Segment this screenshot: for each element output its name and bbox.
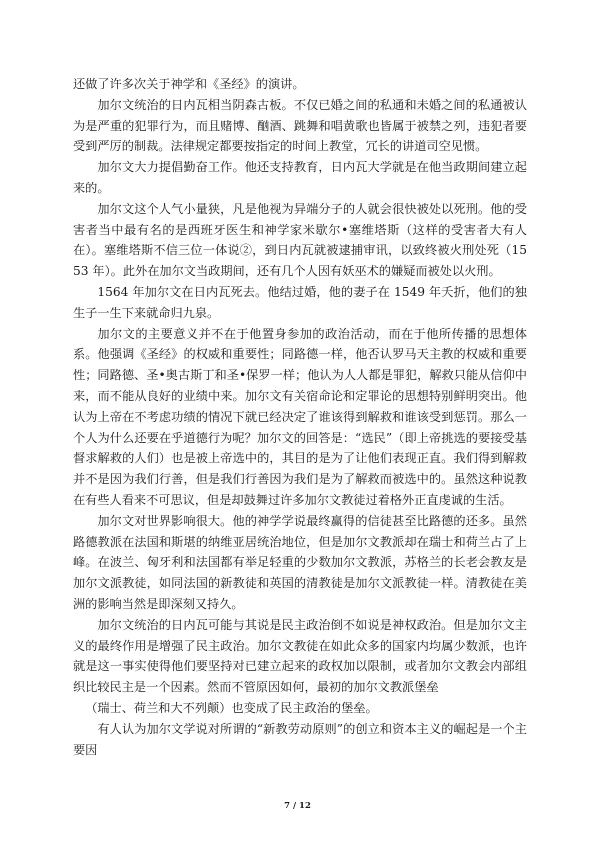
paragraph-3: 加尔文大力提倡勤奋工作。他还支持教育，日内瓦大学就是在他当政期间建立起来的。 — [73, 160, 527, 195]
paragraph-1: 还做了许多次关于神学和《圣经》的演讲。 — [73, 77, 305, 91]
body-text — [73, 74, 527, 760]
paragraph-4: 加尔文这个人气小量狭，凡是他视为异端分子的人就会很快被处以死刑。他的受害者当中最有名的是西班牙医生和神学家米歇尔•塞维塔斯（这样的受害者大有人在）。塞维塔斯不信三位一体说②，到日内瓦就被逮捕审讯，以致终被火刑处死（1553 年）。此外在加尔文当政期间，还有几个人因有妖巫术的嫌疑而被处以火刑。 — [73, 201, 527, 279]
paragraph-10: 有人认为加尔文学说对所谓的“新教劳动原则”的创立和资本主义的崛起是一个主要因 — [73, 721, 527, 757]
paragraph-6: 加尔文的主要意义并不在于他置身参加的政治活动，而在于他所传播的思想体系。他强调《圣经》的权威和重要性；同路德一样，他否认罗马天主教的权威和重要性；同路德、圣•奥古斯丁和圣•保罗一样；他认为人人都是罪犯，解救只能从信仰中来，而不能从良好的业绩中来。加尔文有关宿命论和定罪论的思想特别鲜明突出。他认为上帝在不考虑功绩的情况下就已经决定了谁该得到解救和谁该受到惩罚。那么一个人为什么还要在乎道德行为呢？加尔文的回答是：“选民”（即上帝挑选的要接受基督求解救的人们）也是被上帝选中的，其目的是为了让他们表现正直。我们得到解救并不是因为我们行善，但是我们行善因为我们是为了解救而被选中的。虽然这种说教在有些人看来不可思议，但是却鼓舞过许多加尔文教徒过着格外正直虔诚的生活。 — [73, 326, 527, 507]
page-number: 7 / 12 — [284, 801, 311, 811]
paragraph-2: 加尔文统治的日内瓦相当阴森古板。不仅已婚之间的私通和未婚之间的私通被认为是严重的犯罪行为，而且赌博、酗酒、跳舞和唱黄歌也皆属于被禁之列，违犯者要受到严厉的制裁。法律规定都要按指定的时间上教堂，冗长的讲道司空见惯。 — [73, 97, 527, 154]
paragraph-5: 1564 年加尔文在日内瓦死去。他结过婚，他的妻子在 1549 年夭折，他们的独生子一生下来就命归九泉。 — [73, 284, 527, 320]
paragraph-9: （瑞士、荷兰和大不列颠）也变成了民主政治的堡垒。 — [85, 700, 378, 715]
paragraph-7: 加尔文对世界影响很大。他的神学学说最终赢得的信徒甚至比路德的还多。虽然路德教派在法国和斯堪的纳维亚居统治地位，但是加尔文教派却在瑞士和荷兰占了上峰。在波兰、匈牙利和法国都有举足轻重的少数加尔文教派，苏格兰的长老会教友是加尔文派教徒，如同法国的新教徒和英国的清教徒是加尔文派教徒一样。清教徒在美洲的影响当然是即深刻又持久。 — [73, 513, 527, 611]
paragraph-8: 加尔文统治的日内瓦可能与其说是民主政治倒不如说是神权政治。但是加尔文主义的最终作用是增强了民主政治。加尔文教徒在如此众多的国家内均属少数派，也许就是这一事实使得他们要坚持对已建立起来的政权加以限制，或者加尔文教会内部组织比较民主是一个因素。然而不管原因如何，最初的加尔文教派堡垒 — [73, 617, 527, 695]
